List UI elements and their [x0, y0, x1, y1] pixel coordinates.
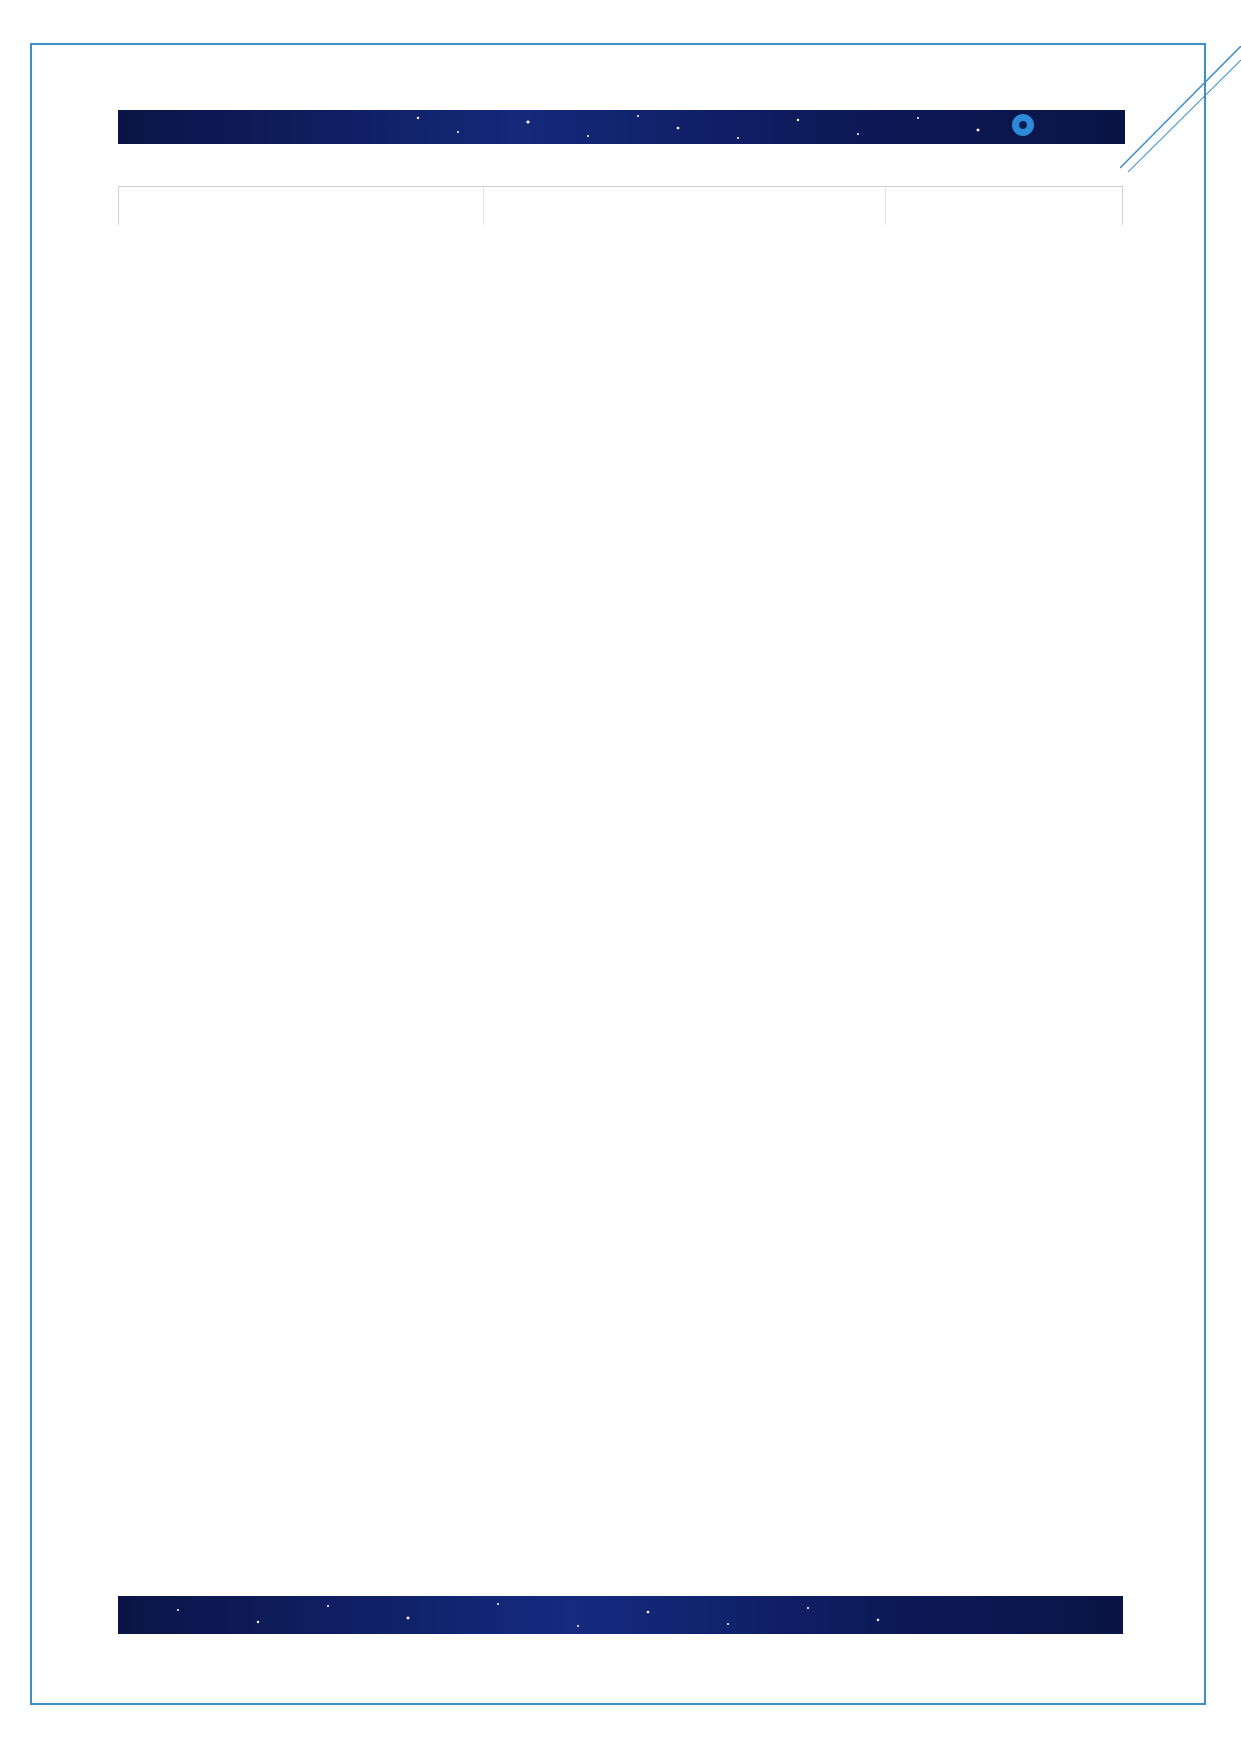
- table-title-row: [118, 186, 1123, 225]
- footer-banner: [118, 1596, 1123, 1634]
- source-label: [885, 187, 1122, 225]
- corner-decoration: [1120, 46, 1241, 172]
- page-frame: [30, 43, 1206, 1705]
- pcr-table-container: [118, 186, 1123, 225]
- brand-circle-icon: [1012, 114, 1034, 136]
- header-banner: [118, 110, 1125, 144]
- footer-star-decoration: [118, 1596, 1123, 1634]
- brand-logo: [1012, 114, 1040, 136]
- star-decoration: [118, 110, 1125, 144]
- time-label: [483, 187, 584, 225]
